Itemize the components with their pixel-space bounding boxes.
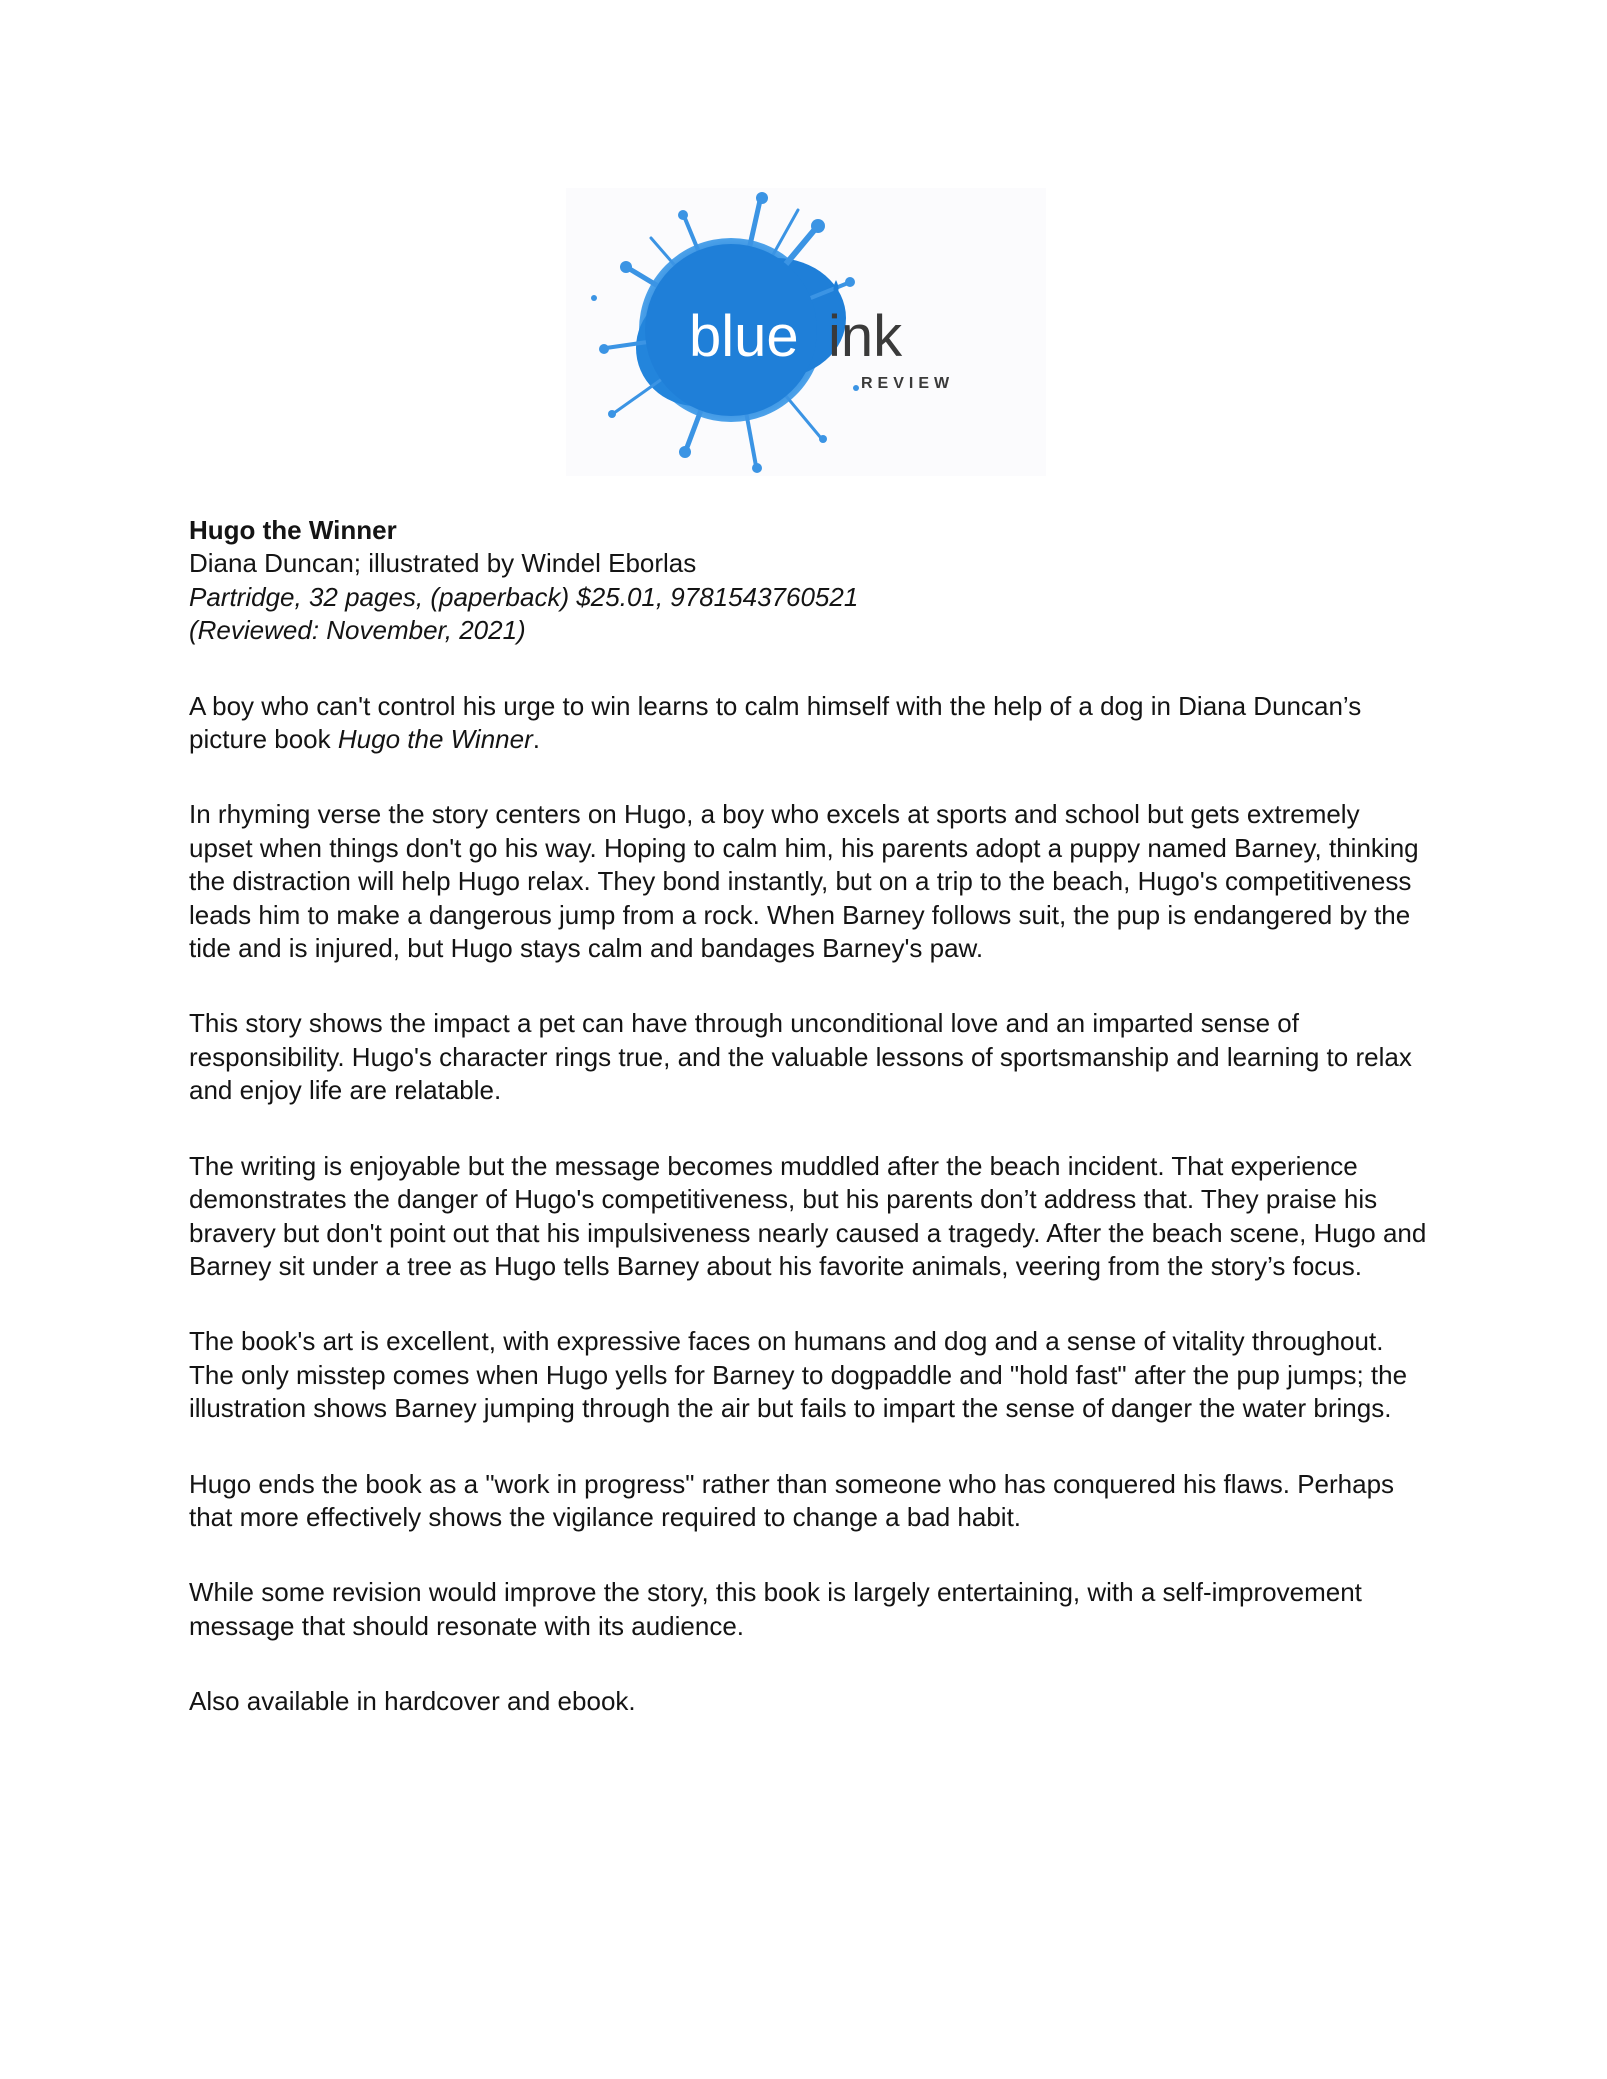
logo-word-review: REVIEW — [861, 375, 955, 392]
review-paragraph: In rhyming verse the story centers on Hugo, a boy who excels at sports and school but gets extremely upset when things don't go his way. Hoping to calm him, his parents adopt a puppy named Barney, thinking the distraction will help Hugo relax. They bond instantly, but on a trip to the beach, Hugo's competitiveness leads him to make a dangerous jump from a rock. When Barney follows suit, the pup is endangered by the tide and is injured, but Hugo stays calm and bandages Barney's paw. — [189, 799, 1419, 964]
book-title: Hugo the Winner — [189, 515, 397, 545]
review-paragraph: Hugo ends the book as a "work in progress" rather than someone who has conquered his flaws. Perhaps that more effectively shows the vigilance required to change a bad habit. — [189, 1468, 1395, 1532]
review-date: (Reviewed: November, 2021) — [189, 615, 526, 646]
review-paragraph: The writing is enjoyable but the message becomes muddled after the beach incident. That experience demonstrates the danger of Hugo's competitiveness, but his parents don’t address that. They praise his bravery but don't point out that his impulsiveness nearly caused a tragedy. After the beach scene, Hugo and Barney sit under a tree as Hugo tells Barney about his favorite animals, veering from the story’s focus. — [189, 1150, 1427, 1281]
review-intro-paragraph — [189, 690, 1429, 757]
book-publication-details: Partridge, 32 pages, (paperback) $25.01, 9781543760521 — [189, 581, 859, 612]
review-content — [189, 514, 1429, 1719]
blueink-review-logo — [566, 188, 1046, 476]
intro-end: . — [532, 724, 540, 755]
book-byline: Diana Duncan; illustrated by Windel Eborlas — [189, 548, 697, 579]
intro-book-title: Hugo the Winner — [337, 724, 533, 755]
review-paragraph: This story shows the impact a pet can have through unconditional love and an imparted sense of responsibility. Hugo's character rings true, and the valuable lessons of sportsmanship and learning to relax and enjoy life are relatable. — [189, 1008, 1412, 1106]
review-paragraph: The book's art is excellent, with expressive faces on humans and dog and a sense of vitality throughout. The only misstep comes when Hugo yells for Barney to dogpaddle and "hold fast" after the pup jumps; the illustration shows Barney jumping through the air but fails to impart the sense of danger the water brings. — [189, 1326, 1408, 1424]
book-info-header — [189, 514, 1429, 648]
logo-word-ink: ink — [828, 304, 903, 369]
ink-splash-logo-graphic — [566, 188, 1046, 476]
review-paragraph: While some revision would improve the story, this book is largely entertaining, with a self-improvement message that should resonate with its audience. — [189, 1577, 1362, 1641]
intro-text: A boy who can't control his urge to win learns to calm himself with the help of a dog in Diana Duncan’s picture book — [189, 690, 1362, 755]
logo-word-blue: blue — [689, 304, 799, 369]
availability-note: Also available in hardcover and ebook. — [189, 1686, 636, 1717]
